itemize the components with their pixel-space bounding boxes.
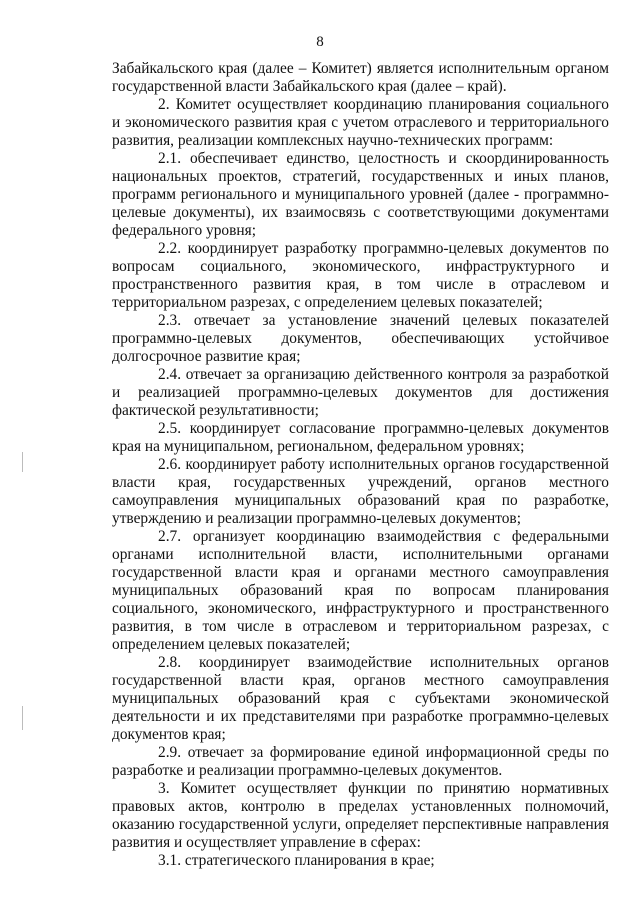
paragraph-intro: Забайкальского края (далее – Комитет) является исполнительным органом государственной власти Забайкальского края (далее – край). xyxy=(112,60,609,95)
paragraph-2: 2. Комитет осуществляет координацию планирования социального и экономического развития края с учетом отраслевого и территориального развития, реализации комплексных научно-технических программ: xyxy=(112,96,609,149)
paragraph-2-3: 2.3. отвечает за установление значений целевых показателей программно-целевых документов, обеспечивающих устойчивое долгосрочное развитие края; xyxy=(112,312,609,365)
paragraph-2-1: 2.1. обеспечивает единство, целостность и скоординированность национальных проектов, стратегий, государственных и иных планов, программ регионального и муниципального уровней (далее - программно-целевые документы), их взаимосвязь с соответствующими документами федерального уровня; xyxy=(112,150,609,239)
scan-margin-mark xyxy=(22,706,23,730)
paragraph-3-1: 3.1. стратегического планирования в крае; xyxy=(158,852,435,869)
paragraph-2-8: 2.8. координирует взаимодействие исполнительных органов государственной власти края, органов местного самоуправления муниципальных образований края с субъектами экономической деятельности и их представителями при разработке программно-целевых документов края; xyxy=(112,654,609,743)
page-number: 8 xyxy=(316,34,324,50)
paragraph-2-9: 2.9. отвечает за формирование единой информационной среды по разработке и реализации программно-целевых документов. xyxy=(112,744,609,779)
paragraph-2-6: 2.6. координирует работу исполнительных органов государственной власти края, государственных учреждений, органов местного самоуправления муниципальных образований края по разработке, утверждению и реализации программно-целевых документов; xyxy=(112,456,609,527)
paragraph-2-4: 2.4. отвечает за организацию действенного контроля за разработкой и реализацией программно-целевых документов для достижения фактической результативности; xyxy=(112,366,609,419)
paragraph-2-5: 2.5. координирует согласование программно-целевых документов края на муниципальном, региональном, федеральном уровнях; xyxy=(112,420,609,455)
scan-margin-mark xyxy=(22,452,23,472)
paragraph-2-2: 2.2. координирует разработку программно-целевых документов по вопросам социального, экономического, инфраструктурного и пространственного развития края, в том числе в отраслевом и территориальном разрезах, с определением целевых показателей; xyxy=(112,240,609,311)
paragraph-2-7: 2.7. организует координацию взаимодействия с федеральными органами исполнительной власти, исполнительными органами государственной власти края и органами местного самоуправления муниципальных образований края по вопросам планирования социального, экономического, инфраструктурного и пространственного развития, в том числе в отраслевом и территориальном разрезах, с определением целевых показателей; xyxy=(112,528,609,653)
document-body xyxy=(112,60,609,870)
paragraph-3: 3. Комитет осуществляет функции по принятию нормативных правовых актов, контролю в пределах установленных полномочий, оказанию государственной услуги, определяет перспективные направления развития и осуществляет управление в сферах: xyxy=(112,780,609,851)
